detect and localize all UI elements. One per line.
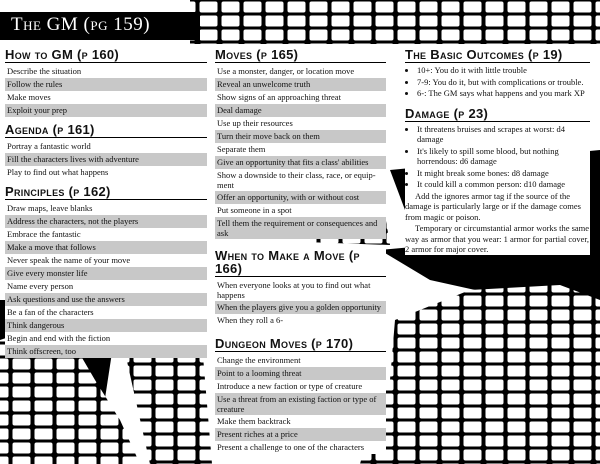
list-item: Be a fan of the characters	[7, 307, 94, 317]
how-to-gm-heading: How to GM (p 160)	[5, 48, 207, 63]
list-item: Think offscreen, too	[5, 345, 207, 358]
list-item: Make moves	[7, 92, 51, 102]
column-right	[405, 48, 590, 255]
agenda-heading: Agenda (p 161)	[5, 123, 207, 138]
list-item: • It threatens bruises and scrapes at worst: d4 damage	[417, 124, 590, 145]
list-item: Use a threat from an existing faction or type of creature	[215, 393, 386, 415]
principles-list	[5, 202, 207, 358]
list-item: Point to a looming threat	[215, 367, 386, 380]
list-item: Give an opportunity that fits a class' abilities	[215, 156, 386, 169]
moves-section	[215, 48, 386, 239]
list-item: Separate them	[217, 144, 266, 154]
list-item: Deal damage	[215, 104, 386, 117]
list-item: Show signs of an approaching threat	[217, 92, 341, 102]
list-item: Introduce a new faction or type of creature	[217, 381, 363, 391]
damage-paragraph-ignores-armor: Add the ignores armor tag if the source of the damage is particularly large or if the damage comes from magic or poison.	[405, 190, 581, 222]
list-item: Present a challenge to one of the characters	[217, 442, 365, 452]
list-item: When they roll a 6-	[217, 315, 284, 325]
list-item: • 6-: The GM says what happens and you mark XP	[417, 88, 590, 99]
dungeon-moves-section	[215, 337, 386, 454]
list-item: Follow the rules	[5, 78, 207, 91]
basic-outcomes-section	[405, 48, 590, 99]
list-item: Name every person	[7, 281, 74, 291]
list-item: Change the environment	[217, 355, 301, 365]
list-item: • It could kill a common person: d10 damage	[417, 179, 590, 190]
list-item: Put someone in a spot	[217, 205, 292, 215]
list-item: Begin and end with the fiction	[7, 333, 111, 343]
how-to-gm-section	[5, 48, 207, 117]
list-item: When the players give you a golden opportunity	[215, 301, 386, 314]
damage-paragraph-temporary-armor: Temporary or circumstantial armor works the same way as armor that you wear: 1 armor for partial cover, 2 armor for major cover.	[405, 223, 590, 254]
list-item: Describe the situation	[7, 66, 82, 76]
damage-list	[405, 124, 590, 190]
list-item: When everyone looks at you to find out what happens	[217, 280, 371, 300]
page-title: The GM (pg 159)	[11, 14, 151, 35]
list-item: Exploit your prep	[5, 104, 207, 117]
dungeon-moves-heading: Dungeon Moves (p 170)	[215, 337, 386, 352]
when-to-move-list	[215, 279, 386, 327]
moves-heading: Moves (p 165)	[215, 48, 386, 63]
list-item: Use a monster, danger, or location move	[217, 66, 355, 76]
list-item: Show a downside to their class, race, or equip-ment	[217, 170, 376, 190]
list-item: Present riches at a price	[215, 428, 386, 441]
list-item: Turn their move back on them	[215, 130, 386, 143]
list-item: • It's likely to spill some blood, but nothing horrendous: d6 damage	[417, 146, 590, 167]
list-item: Portray a fantastic world	[7, 141, 91, 151]
list-item: Give every monster life	[5, 267, 207, 280]
principles-section	[5, 185, 207, 358]
when-to-move-heading: When to Make a Move (p 166)	[215, 249, 386, 277]
list-item: Make a move that follows	[5, 241, 207, 254]
agenda-section	[5, 123, 207, 179]
list-item: Never speak the name of your move	[7, 255, 131, 265]
how-to-gm-list	[5, 65, 207, 117]
list-item: Address the characters, not the players	[5, 215, 207, 228]
list-item: Reveal an unwelcome truth	[215, 78, 386, 91]
damage-section	[405, 107, 590, 255]
column-left	[5, 48, 207, 358]
list-item: Think dangerous	[5, 319, 207, 332]
list-item: Offer an opportunity, with or without cost	[215, 191, 386, 204]
list-item: Ask questions and use the answers	[5, 293, 207, 306]
list-item: • 7-9: You do it, but with complications or trouble.	[417, 77, 590, 88]
basic-outcomes-heading: The Basic Outcomes (p 19)	[405, 48, 590, 63]
list-item: Make them backtrack	[217, 416, 291, 426]
principles-heading: Principles (p 162)	[5, 185, 207, 200]
list-item: • It might break some bones: d8 damage	[417, 168, 590, 179]
column-middle	[215, 48, 386, 454]
list-item: Use up their resources	[217, 118, 293, 128]
basic-outcomes-list	[405, 65, 590, 99]
list-item: Draw maps, leave blanks	[7, 203, 93, 213]
list-item: • 10+: You do it with little trouble	[417, 65, 590, 76]
moves-list	[215, 65, 386, 239]
agenda-list	[5, 140, 207, 179]
list-item: Embrace the fantastic	[7, 229, 81, 239]
when-to-move-section	[215, 249, 386, 327]
list-item: Play to find out what happens	[7, 167, 109, 177]
dungeon-moves-list	[215, 354, 386, 454]
list-item: Tell them the requirement or consequences and ask	[215, 217, 386, 239]
damage-heading: Damage (p 23)	[405, 107, 590, 122]
list-item: Fill the characters lives with adventure	[5, 153, 207, 166]
